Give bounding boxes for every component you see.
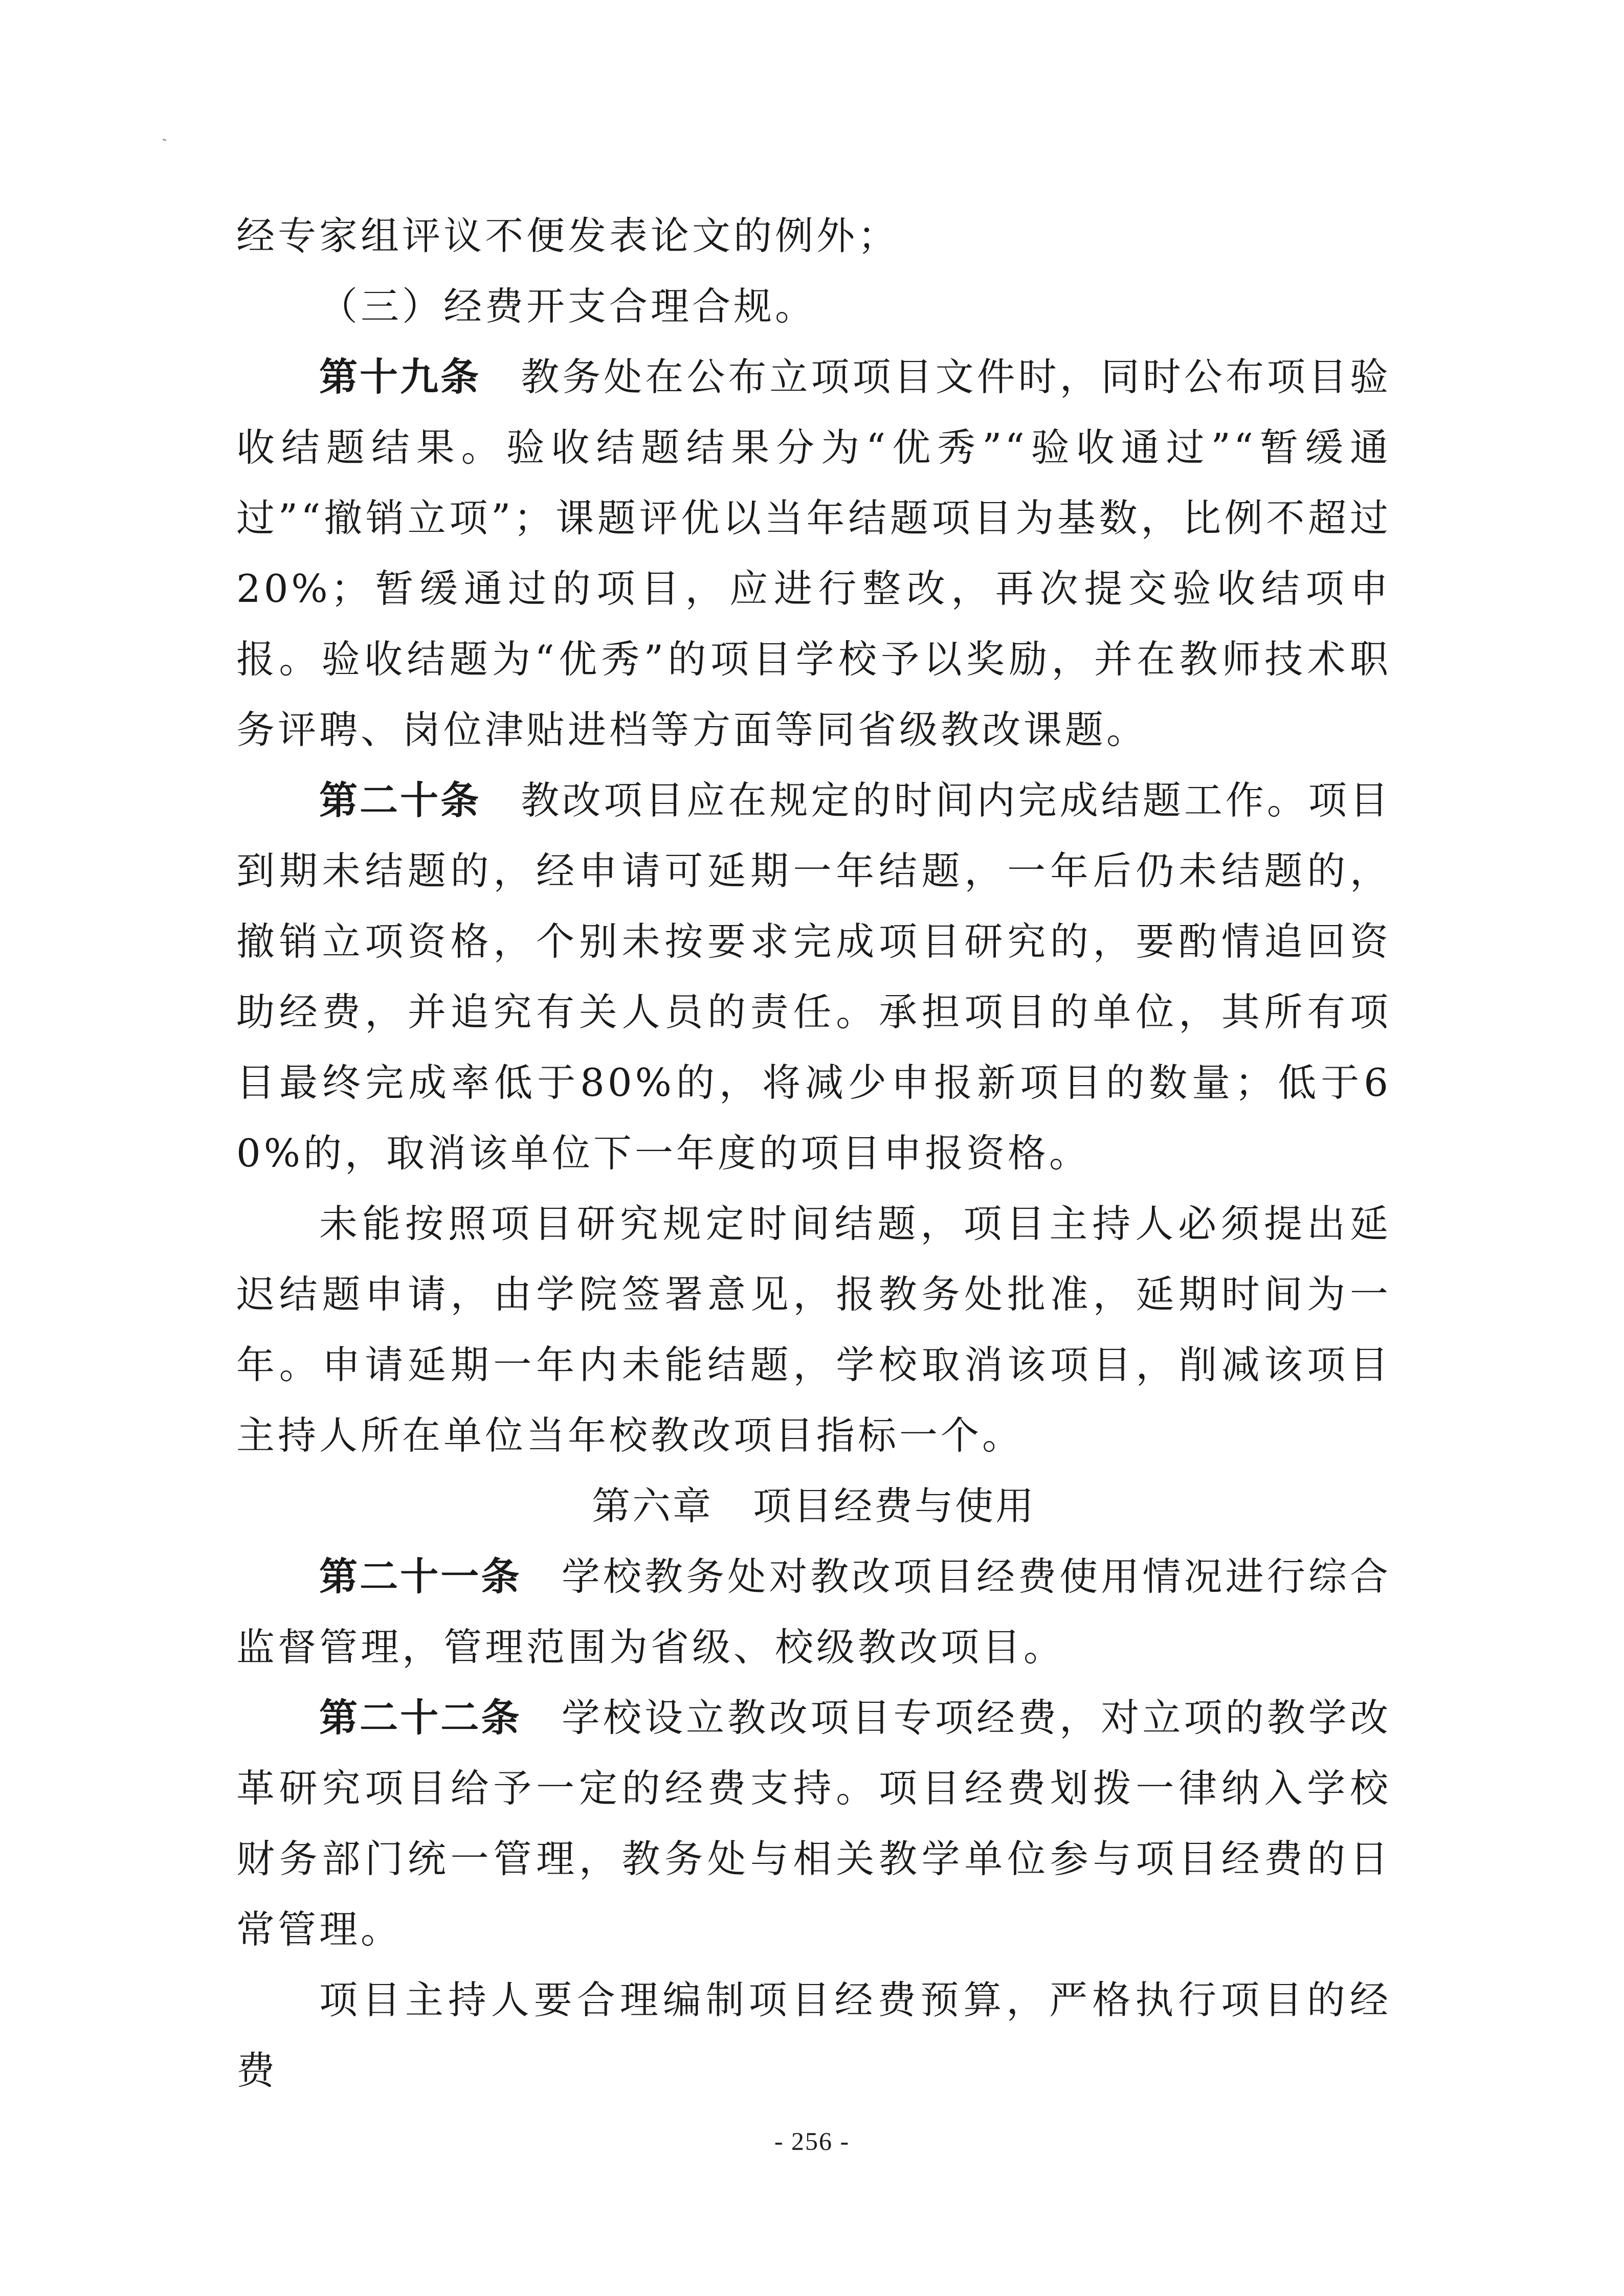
paragraph-text: 项目主持人要合理编制项目经费预算，严格执行项目的经费 xyxy=(236,1977,1391,2093)
list-item-three xyxy=(236,271,1391,342)
chapter-number: 第六章 xyxy=(591,1483,713,1528)
article-heading: 第二十条 xyxy=(319,778,481,823)
paragraph-text: 经专家组评议不便发表论文的例外； xyxy=(236,213,900,258)
article-heading: 第二十二条 xyxy=(319,1695,522,1740)
chapter-title: 项目经费与使用 xyxy=(753,1483,1036,1528)
page-number: - 256 - xyxy=(774,2127,850,2155)
chapter-heading xyxy=(236,1471,1391,1541)
article-heading: 第二十一条 xyxy=(319,1554,522,1599)
article-22-paragraph-2 xyxy=(236,1965,1391,2106)
page-body xyxy=(236,200,1391,2106)
article-21 xyxy=(236,1541,1391,1682)
paragraph-continuation xyxy=(236,200,1391,271)
article-19 xyxy=(236,342,1391,765)
article-22 xyxy=(236,1682,1391,1965)
scan-speck xyxy=(163,139,167,141)
article-text: 教改项目应在规定的时间内完成结题工作。项目到期未结题的，经申请可延期一年结题，一年后仍未结题的，撤销立项资格，个别未按要求完成项目研究的，要酌情追回资助经费，并追究有关人员的责任。承担项目的单位，其所有项目最终完成率低于80%的，将减少申报新项目的数量；低于60%的，取消该单位下一年度的项目申报资格。 xyxy=(236,778,1391,1176)
article-text: 教务处在公布立项项目文件时，同时公布项目验收结题结果。验收结题结果分为“优秀”“验收通过”“暂缓通过”“撤销立项”；课题评优以当年结题项目为基数，比例不超过20%；暂缓通过的项目，应进行整改，再次提交验收结项申报。验收结题为“优秀”的项目学校予以奖励，并在教师技术职务评聘、岗位津贴进档等方面等同省级教改课题。 xyxy=(236,354,1391,752)
article-20-paragraph-2 xyxy=(236,1188,1391,1471)
article-20 xyxy=(236,765,1391,1188)
article-text: 学校设立教改项目专项经费，对立项的教学改革研究项目给予一定的经费支持。项目经费划拨一律纳入学校财务部门统一管理，教务处与相关教学单位参与项目经费的日常管理。 xyxy=(236,1695,1391,1952)
paragraph-text: （三）经费开支合理合规。 xyxy=(319,284,817,329)
article-text: 学校教务处对教改项目经费使用情况进行综合监督管理，管理范围为省级、校级教改项目。 xyxy=(236,1554,1391,1670)
article-heading: 第十九条 xyxy=(319,354,481,399)
paragraph-text: 未能按照项目研究规定时间结题，项目主持人必须提出延迟结题申请，由学院签署意见，报教务处批准，延期时间为一年。申请延期一年内未能结题，学校取消该项目，削减该项目主持人所在单位当年校教改项目指标一个。 xyxy=(236,1201,1391,1458)
